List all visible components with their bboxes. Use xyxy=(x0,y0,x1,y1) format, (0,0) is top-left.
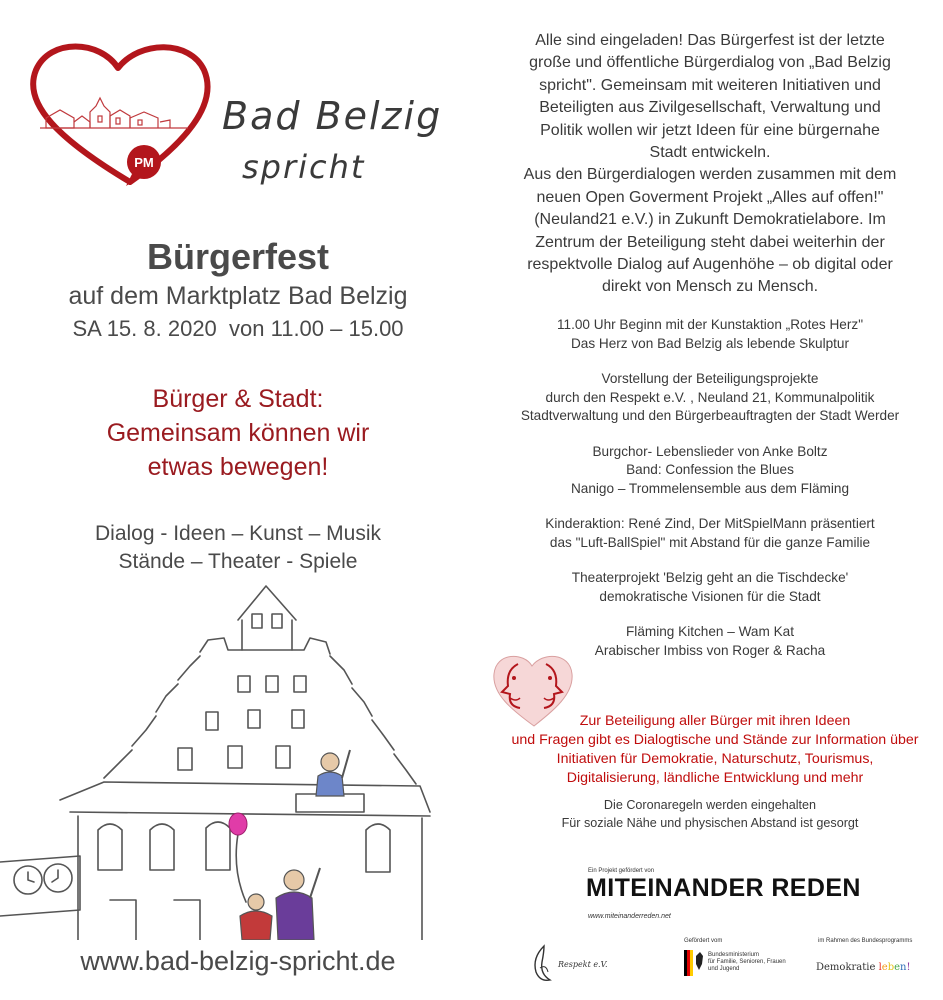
demokratie-leben-logo xyxy=(816,962,911,973)
program-item-music xyxy=(490,443,930,499)
federal-eagle-icon xyxy=(684,950,704,976)
program-line: Fläming Kitchen – Wam Kat xyxy=(626,624,794,639)
event-place: auf dem Marktplatz Bad Belzig xyxy=(68,282,408,310)
program-line: Das Herz von Bad Belzig als lebende Skulptur xyxy=(570,335,850,351)
program-line: Nanigo – Trommelensemble aus dem Fläming xyxy=(570,480,850,496)
intro-line: respektvolle Dialog auf Augenhöhe – ob digital oder xyxy=(527,256,893,274)
brand-line-2: spricht xyxy=(242,148,366,186)
program-line: Arabischer Imbiss von Roger & Racha xyxy=(594,642,826,658)
programme-caption: im Rahmen des Bundesprogramms xyxy=(818,938,913,944)
respekt-name: Respekt e.V. xyxy=(558,960,608,969)
motto-line: Bürger & Stadt: xyxy=(152,385,324,413)
sponsor-url[interactable]: www.miteinanderreden.net xyxy=(588,913,671,920)
program-line: das "Luft-BallSpiel" mit Abstand für die ganze Familie xyxy=(549,534,871,550)
program-line: Kinderaktion: René Zind, Der MitSpielMann präsentiert xyxy=(545,516,875,531)
activities-list xyxy=(0,520,476,576)
event-title: Bürgerfest xyxy=(146,236,330,277)
program-line: Burgchor- Lebenslieder von Anke Boltz xyxy=(592,443,828,459)
ministry-line: Bundesministerium xyxy=(708,952,760,958)
intro-line: Politik wollen wir jetzt Ideen für eine bürgernahe xyxy=(540,121,880,139)
program-line: demokratische Visionen für die Stadt xyxy=(599,588,821,604)
corona-line: Für soziale Nähe und physischen Abstand ist gesorgt xyxy=(561,816,859,830)
activities-line: Dialog - Ideen – Kunst – Musik xyxy=(95,522,381,545)
participation-note xyxy=(490,712,940,788)
miteinander-reden-logo: MITEINANDER REDEN xyxy=(586,874,861,902)
note-line: und Fragen gibt es Dialogtische und Stände zur Information über xyxy=(511,732,919,748)
program-line: Vorstellung der Beteiligungsprojekte xyxy=(601,371,819,386)
brand-line-1: Bad Belzig xyxy=(222,94,443,138)
corona-line: Die Coronaregeln werden eingehalten xyxy=(603,798,817,812)
leben-letter: ! xyxy=(906,962,911,973)
intro-line: Stadt entwickeln. xyxy=(649,144,771,162)
corona-note xyxy=(490,796,930,832)
motto xyxy=(0,382,476,484)
note-line: Initiativen für Demokratie, Naturschutz, Tourismus, xyxy=(556,751,874,767)
program-list xyxy=(490,316,930,677)
intro-line: Zentrum der Beteiligung steht dabei weiterhin der xyxy=(535,233,885,251)
intro-line: große und öffentliche Bürgerdialog von „Bad Belzig xyxy=(529,54,891,72)
motto-line: Gemeinsam können wir xyxy=(106,419,370,447)
bad-belzig-spricht-logo xyxy=(20,32,470,202)
intro-line: Alle sind eingeladen! Das Bürgerfest ist der letzte xyxy=(535,32,885,49)
leben-letter: l xyxy=(878,962,882,973)
program-line: 11.00 Uhr Beginn mit der Kunstaktion „Rotes Herz" xyxy=(556,317,864,332)
heart-skyline-icon xyxy=(20,32,220,202)
intro-text xyxy=(490,30,930,299)
sponsor-caption: Ein Projekt gefördert von xyxy=(588,868,655,874)
respekt-logo-icon xyxy=(530,944,556,984)
intro-line: direkt von Mensch zu Mensch. xyxy=(601,278,819,296)
program-line: Theaterprojekt 'Belzig geht an die Tischdecke' xyxy=(571,570,849,585)
website-url: www.bad-belzig-spricht.de xyxy=(80,946,396,976)
activities-line: Stände – Theater - Spiele xyxy=(118,550,358,573)
intro-line: Aus den Bürgerdialogen werden zusammen mit dem xyxy=(523,166,897,184)
program-item-projects xyxy=(490,370,930,426)
town-hall-drawing-icon xyxy=(0,580,476,940)
leben-letter: e xyxy=(881,962,888,973)
leben-letter: b xyxy=(887,962,895,973)
note-line: Zur Beteiligung aller Bürger mit ihren Ideen xyxy=(579,713,851,729)
motto-line: etwas bewegen! xyxy=(147,453,329,481)
intro-line: spricht". Gemeinsam mit weiteren Initiativen und xyxy=(539,76,881,94)
program-line: Band: Confession the Blues xyxy=(626,462,794,477)
program-line: Stadtverwaltung und den Bürgerbeauftragten der Stadt Werder xyxy=(520,408,900,423)
leben-letter: n xyxy=(900,962,907,973)
ministry-line: für Familie, Senioren, Frauen xyxy=(708,959,786,965)
logo-badge: PM xyxy=(134,155,154,170)
program-item-kids xyxy=(490,515,930,552)
program-item-theater xyxy=(490,569,930,606)
program-item-art xyxy=(490,316,930,353)
demokratie-word: Demokratie xyxy=(816,962,876,973)
intro-line: (Neuland21 e.V.) in Zukunft Demokratielabore. Im xyxy=(534,211,886,229)
intro-line: Beteiligten aus Zivilgesellschaft, Verwaltung und xyxy=(539,99,881,117)
program-line: durch den Respekt e.V. , Neuland 21, Kommunalpolitik xyxy=(545,389,875,405)
leben-letter: e xyxy=(894,962,901,973)
intro-line: neuen Open Goverment Projekt „Alles auf offen!" xyxy=(536,188,884,206)
note-line: Digitalisierung, ländliche Entwicklung und mehr xyxy=(566,770,864,786)
ministry-caption: Gefördert vom xyxy=(684,938,723,944)
ministry-line: und Jugend xyxy=(708,966,740,972)
ministry-name xyxy=(708,952,818,973)
event-date: SA 15. 8. 2020 von 11.00 – 15.00 xyxy=(72,316,404,341)
